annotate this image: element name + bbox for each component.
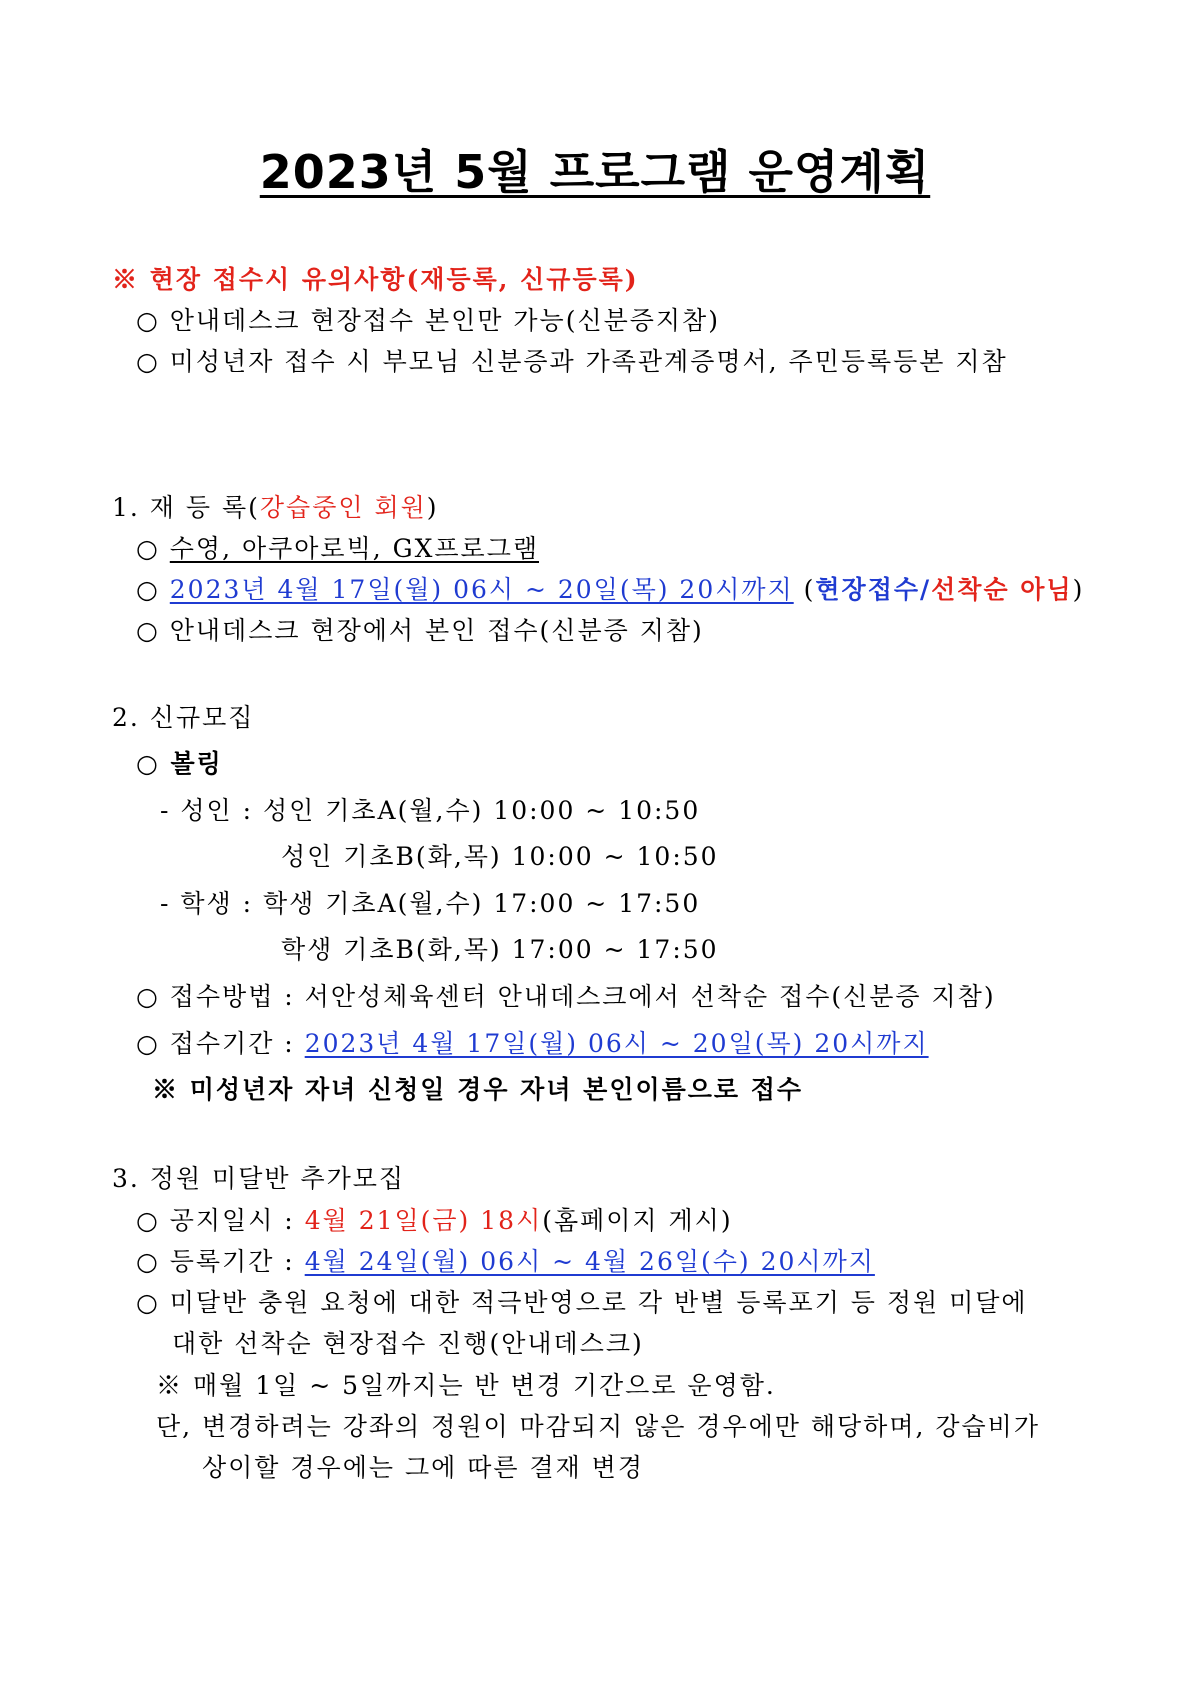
section1-not-first-come: 선착순 아님: [931, 575, 1073, 604]
section2-period: [136, 1028, 929, 1060]
notice-item-1: ○ 안내데스크 현장접수 본인만 가능(신분증지참): [136, 306, 720, 335]
page-title: [0, 136, 1190, 202]
notice-label: ○ 공지일시 :: [136, 1206, 305, 1235]
section3-desc-2: 대한 선착순 현장접수 진행(안내데스크): [172, 1329, 644, 1358]
section1-heading-prefix: 1. 재 등 록(: [112, 493, 260, 522]
section1-heading-red: 강습중인 회원: [259, 493, 427, 522]
section3-note-3: 상이할 경우에는 그에 따른 결재 변경: [202, 1453, 644, 1482]
bullet: ○: [136, 575, 160, 604]
section1-period: 2023년 4월 17일(월) 06시 ~ 20일(목) 20시까지: [169, 575, 794, 604]
notice-item-2: ○ 미성년자 접수 시 부모님 신분증과 가족관계증명서, 주민등록등본 지참: [136, 347, 1008, 376]
reg-value: 4월 24일(월) 06시 ~ 4월 26일(수) 20시까지: [304, 1247, 875, 1276]
notice-date: 4월 21일(금) 18시: [304, 1206, 543, 1235]
section3-notice: [136, 1205, 733, 1237]
adult-line-1: - 성인 : 성인 기초A(월,수) 10:00 ~ 10:50: [160, 796, 701, 825]
section1-item-2: [136, 574, 1084, 606]
student-line-1: - 학생 : 학생 기초A(월,수) 17:00 ~ 17:50: [160, 889, 701, 918]
section1-programs: 수영, 아쿠아로빅, GX프로그램: [169, 534, 539, 563]
section1-heading: [112, 492, 439, 524]
section3-desc-1: ○ 미달반 충원 요청에 대한 적극반영으로 각 반별 등록포기 등 정원 미달에: [136, 1288, 1028, 1317]
section2-heading: 2. 신규모집: [112, 703, 255, 732]
section3-heading: 3. 정원 미달반 추가모집: [112, 1164, 406, 1193]
section3-registration: [136, 1246, 875, 1278]
notice-suffix: (홈페이지 게시): [542, 1206, 733, 1235]
section1-heading-suffix: ): [426, 493, 439, 522]
period-label: ○ 접수기간 :: [136, 1029, 305, 1058]
section2-note: ※ 미성년자 자녀 신청일 경우 자녀 본인이름으로 접수: [152, 1075, 804, 1104]
reg-label: ○ 등록기간 :: [136, 1247, 305, 1276]
bullet: ○: [136, 534, 160, 563]
section2-method: ○ 접수방법 : 서안성체육센터 안내데스크에서 선착순 접수(신분증 지참): [136, 982, 996, 1011]
notice-header: ※ 현장 접수시 유의사항(재등록, 신규등록): [112, 265, 639, 294]
section2-subheading: ○ 볼링: [136, 749, 223, 778]
section3-note-2: 단, 변경하려는 강좌의 정원이 마감되지 않은 경우에만 해당하며, 강습비가: [156, 1412, 1040, 1441]
paren-open: (: [793, 575, 816, 604]
section3-note-1: ※ 매월 1일 ~ 5일까지는 반 변경 기간으로 운영함.: [156, 1371, 776, 1400]
section1-item-3: ○ 안내데스크 현장에서 본인 접수(신분증 지참): [136, 616, 704, 645]
adult-line-2: 성인 기초B(화,목) 10:00 ~ 10:50: [281, 842, 719, 871]
student-line-2: 학생 기초B(화,목) 17:00 ~ 17:50: [281, 935, 719, 964]
section1-item-1: [136, 533, 539, 565]
section1-onsite: 현장접수/: [815, 575, 932, 604]
period-value: 2023년 4월 17일(월) 06시 ~ 20일(목) 20시까지: [304, 1029, 929, 1058]
page-title-text: 2023년 5월 프로그램 운영계획: [259, 145, 931, 199]
paren-close: ): [1072, 575, 1085, 604]
